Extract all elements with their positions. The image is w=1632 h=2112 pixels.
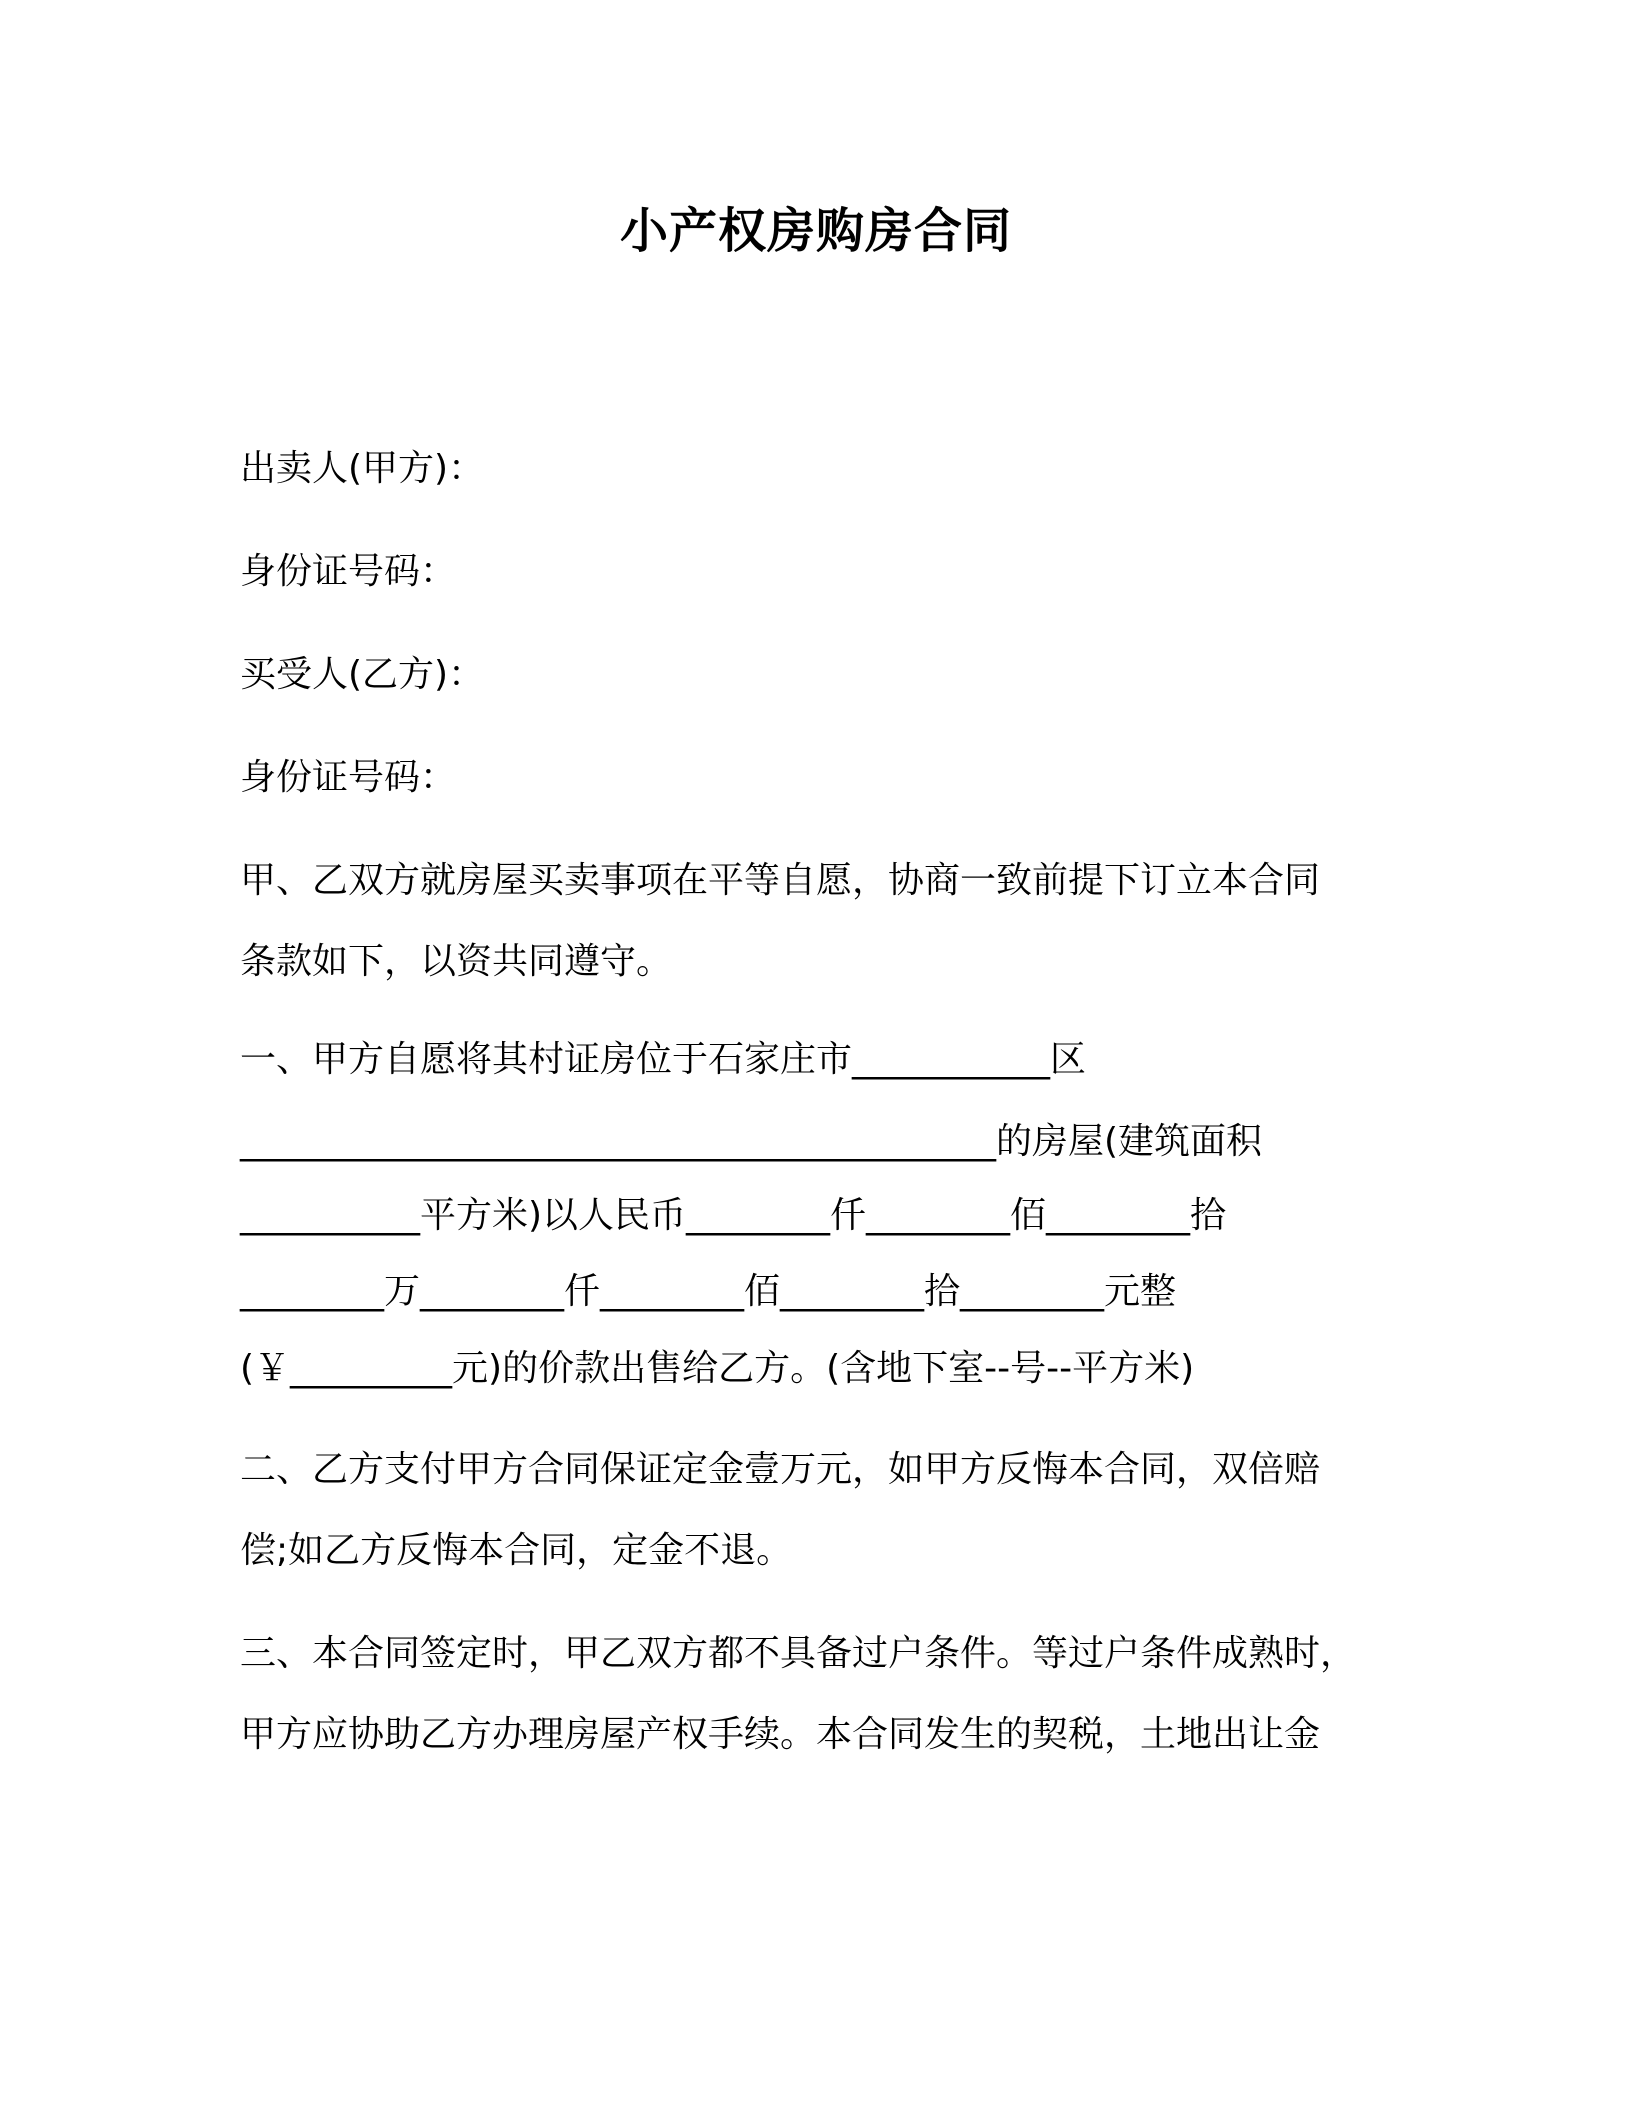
clause-3-line-2: 甲方应协助乙方办理房屋产权手续。本合同发生的契税，土地出让金 <box>240 1714 1321 1755</box>
clause-1-line-5: (￥_________元)的价款出售给乙方。(含地下室--号--平方米) <box>240 1348 1195 1389</box>
buyer-id-label: 身份证号码： <box>240 757 457 798</box>
clause-1-line-2: __________________________________________的房屋(建筑面积 <box>240 1121 1263 1162</box>
clause-2-line-1: 二、乙方支付甲方合同保证定金壹万元，如甲方反悔本合同，双倍赔 <box>240 1449 1321 1490</box>
buyer-label: 买受人(乙方)： <box>240 654 485 695</box>
clause-3-line-1: 三、本合同签定时，甲乙双方都不具备过户条件。等过户条件成熟时， <box>240 1633 1357 1674</box>
clause-2-line-2: 偿;如乙方反悔本合同，定金不退。 <box>240 1530 793 1571</box>
clause-1-line-4: ________万________仟________佰________拾________元整 <box>240 1271 1176 1312</box>
preamble-line-2: 条款如下，以资共同遵守。 <box>240 941 673 982</box>
seller-label: 出卖人(甲方)： <box>240 448 485 489</box>
preamble-line-1: 甲、乙双方就房屋买卖事项在平等自愿，协商一致前提下订立本合同 <box>240 860 1321 901</box>
clause-1-line-1: 一、甲方自愿将其村证房位于石家庄市___________区 <box>240 1039 1087 1080</box>
clause-1-line-3: __________平方米)以人民币________仟________佰________拾 <box>240 1195 1227 1236</box>
seller-id-label: 身份证号码： <box>240 551 457 592</box>
document-title: 小产权房购房合同 <box>619 203 1012 259</box>
